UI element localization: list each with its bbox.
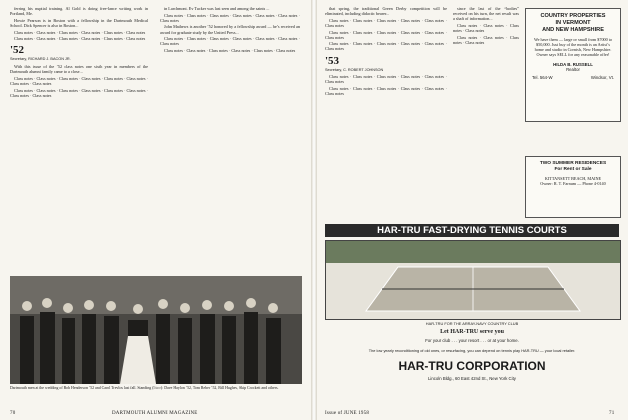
filler-text: Class notes · Class notes · Class notes · Class notes · Class notes · Class notes · Class notes · Class notes [10,87,148,98]
tennis-court-photo [325,240,621,320]
filler-text: Class notes · Class notes · Class notes · Class notes · Class notes · Class notes [325,85,447,96]
filler-text: Class notes · Class notes · Class notes · Class notes · Class notes · Class notes · Class notes [160,36,300,47]
ad-title: TWO SUMMER RESIDENCES For Rent or Sale [539,161,607,172]
phone-text: Tel. 564-W [532,75,553,81]
hartru-corp-name: HAR-TRU CORPORATION [398,359,546,373]
filler-text: Class notes · Class notes · Class notes · Class notes · Class notes · Class notes [14,36,146,42]
col-text: John Mathews is another ’52 honored by a fellowship award — he’s received an award for graduate study by the United Press... [160,24,300,35]
hartru-banner: HAR-TRU FAST-DRYING TENNIS COURTS [325,224,619,237]
filler-text: Class notes · Class notes · Class notes · Class notes · Class notes · Class notes · Class notes [160,12,300,23]
hartru-subline: For your club . . . your resort . . . or at your home. [425,338,519,343]
col-text: ferring his nuptial training. Al Gold is doing free-lance writing work in Portland, Me. [10,6,148,17]
filler-text: Class notes · Class notes · Class notes · Class notes [453,22,519,33]
page-number: 70 [10,411,16,416]
country-properties-ad [525,8,621,122]
class-year-heading: '53 [325,54,340,67]
col-text: With this issue of the ’52 class notes one sixth year in members of the Dartmouth alumni family came to a close... [10,63,148,75]
page-number: 71 [609,411,615,416]
col-text: that spring, the traditional Green Derby competition will be eliminated, including didactic bearer... [325,6,447,17]
ad-body: KITTANSETT BEACH, MAINE Owner: R. T. Farnum — Phone 4-0140 [540,176,606,186]
summer-residences-ad [525,156,621,218]
left-column-2 [160,6,300,55]
filler-text: Class notes · Class notes · Class notes · Class notes · Class notes · Class notes [325,41,447,52]
wedding-photo [10,276,302,384]
filler-text: Class notes · Class notes · Class notes · Class notes · Class notes · Class notes [325,74,447,85]
left-page [0,0,311,420]
ad-body: We have them — large or small from $7000 to $50,000. Just buy of the month is an Artist’s home and studio in Cornish, New Hampshire. Owner says SELL for any reasonable offer! [533,37,613,57]
realtor-name: HILDA B. RUSSELL [553,62,593,67]
class-secretary: Secretary, RICHARD J. BACON JR. [10,57,71,62]
hartru-body: The low yearly reconditioning of old ones, or resurfacing, you can depend on tennis play HAR-TRU — your local retailer. [368,348,576,353]
left-column-1 [10,6,148,99]
hartru-address: Lincoln Bldg., 60 East 42nd St., New York City [428,376,516,381]
issue-date: Issue of JUNE 1958 [325,411,370,416]
col-text: Howie Pearson is in Boston with a fellowship in the Dartmouth Medical School. Dick Spencer is also in Boston... [10,17,148,28]
filler-text: Class notes · Class notes · Class notes · Class notes [453,34,519,45]
col-text: since the last of the “bodies” received on his turn, the net result was a shaft of information... [453,6,519,22]
right-page [317,0,628,420]
filler-text: Class notes · Class notes · Class notes · Class notes · Class notes · Class notes [14,29,146,35]
col-text: in Larchmont. Ev Tucker was last seen and among the saints ... [164,6,270,11]
class-year-heading: '52 [10,44,25,57]
filler-text: Class notes · Class notes · Class notes · Class notes · Class notes · Class notes [164,48,296,54]
photo-caption: Dartmouth men at the wedding of Bob Henderson ’52 and Carol Trevlos last fall. Standing (l to r): Dave Haylon ’52, Tom Reber ’52, Bill Hughes, Skip Crockett and others. [10,386,279,390]
filler-text: Class notes · Class notes · Class notes · Class notes · Class notes · Class notes · Class notes · Class notes [10,75,148,86]
town-text: Windsor, Vt. [590,75,614,81]
class-secretary: Secretary, C. ROBERT JOHNSON [325,67,384,72]
filler-text: Class notes · Class notes · Class notes · Class notes · Class notes · Class notes [325,29,447,40]
court-caption: HAR-TRU FOR THE ARRAY-NAVY COUNTRY CLUB [425,321,519,326]
right-column-2 [453,6,519,46]
realtor-role: Realtor [566,67,580,73]
ad-title: COUNTRY PROPERTIES IN VERMONT AND NEW HAMPSHIRE [540,13,606,33]
right-column-1 [325,6,447,98]
filler-text: Class notes · Class notes · Class notes · Class notes · Class notes · Class notes [325,17,447,28]
magazine-title: DARTMOUTH ALUMNI MAGAZINE [112,411,198,416]
hartru-tagline: Let HAR-TRU serve you [440,329,504,335]
ad-contact-row [532,75,614,80]
